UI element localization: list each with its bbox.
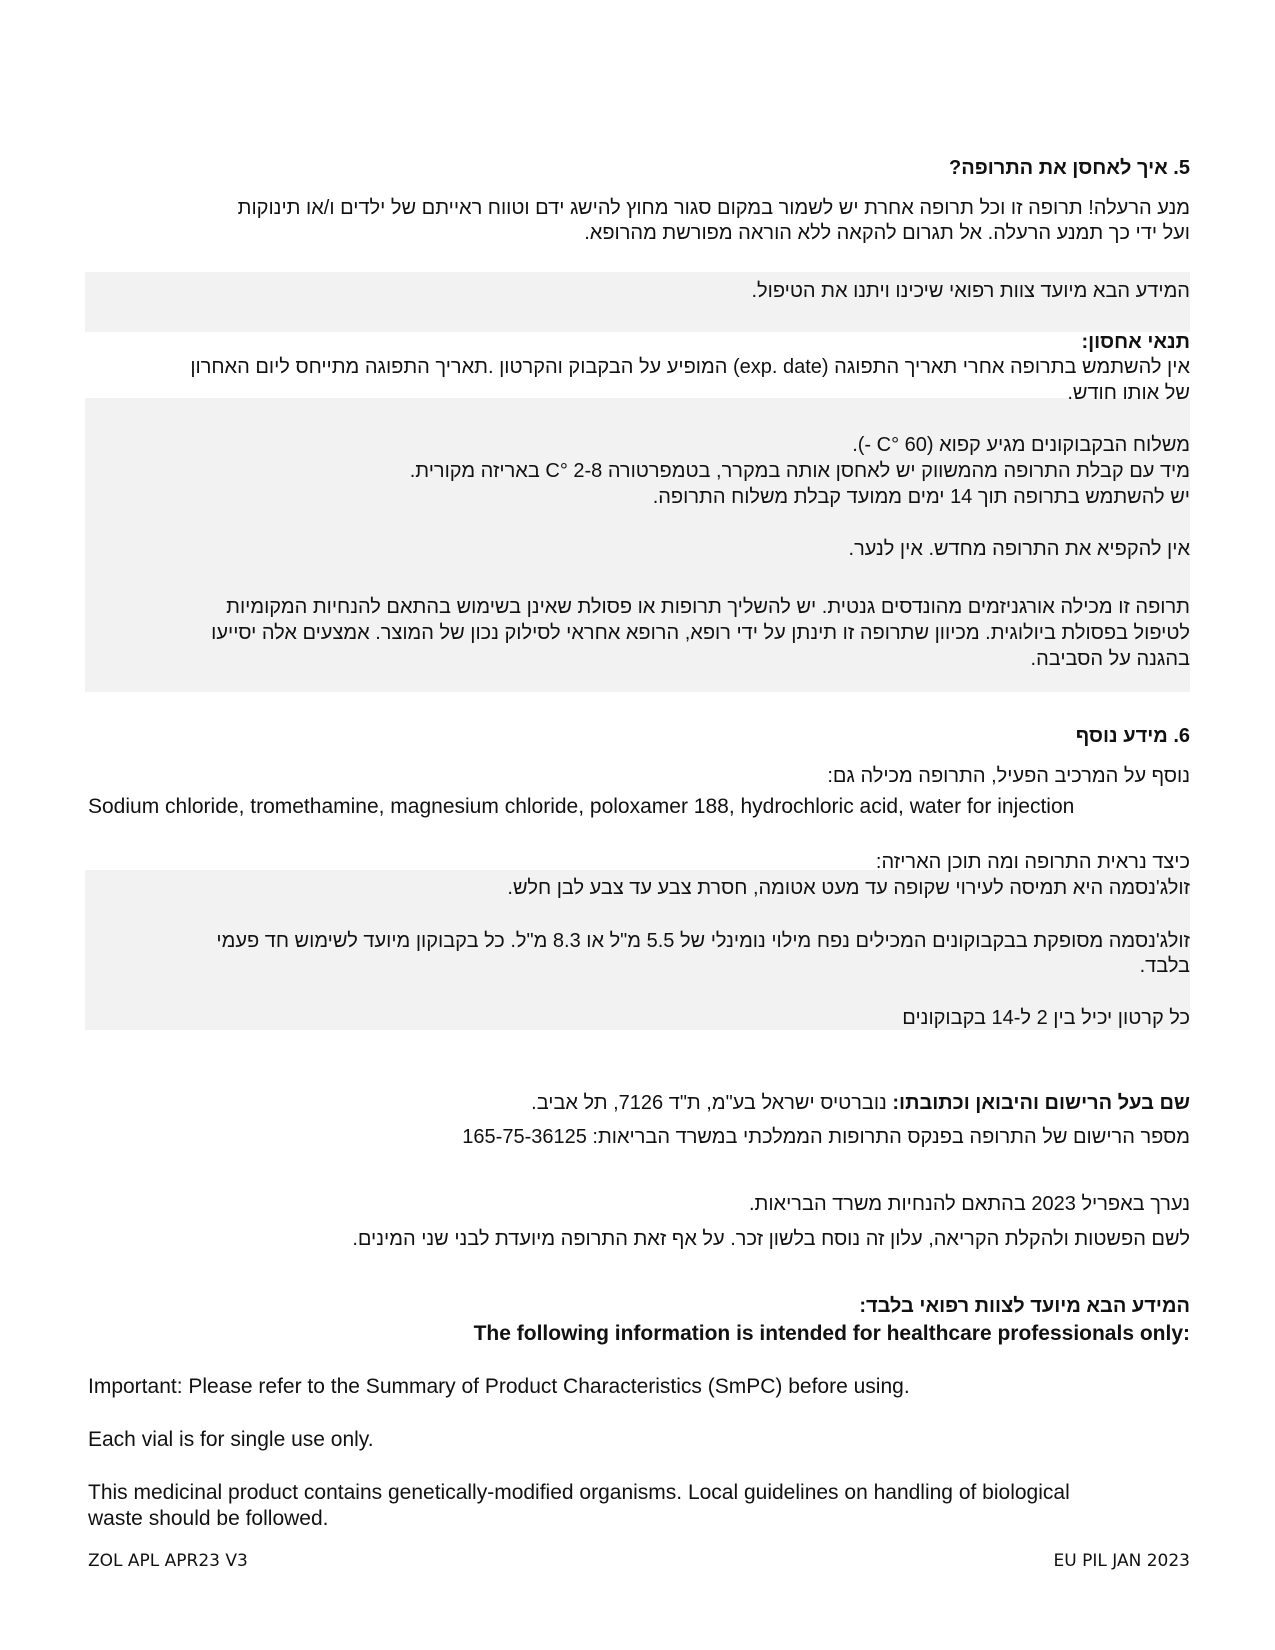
ingredients-intro: נוסף על המרכיב הפעיל, התרופה מכילה גם: (827, 765, 1190, 787)
gmo-disposal-line-1: תרופה זו מכילה אורגניזמים מהונדסים גנטית. יש להשליך תרופות או פסולת שאינן בשימוש בהתאם להנחיות המקומיות (226, 596, 1190, 618)
gender-note: לשם הפשטות ולהקלת הקריאה, עלון זה נוסח בלשון זכר. על אף זאת התרופה מיועדת לבני שני המינים. (352, 1228, 1190, 1250)
prepared-date: נערך באפריל 2023 בהתאם להנחיות משרד הבריאות. (748, 1193, 1190, 1215)
footer-right-code: EU PIL JAN 2023 (1053, 1551, 1190, 1571)
carton-contents: כל קרטון יכיל בין 2 ל-14 בקבוקונים (902, 1007, 1190, 1029)
single-use-note: Each vial is for single use only. (88, 1428, 374, 1451)
medical-team-note: המידע הבא מיועד צוות רפואי שיכינו ויתנו את הטיפול. (751, 280, 1190, 302)
use-within-days: יש להשתמש בתרופה תוך 14 ימים ממועד קבלת משלוח התרופה. (652, 486, 1190, 508)
professionals-heading-english: The following information is intended for healthcare professionals only: (473, 1322, 1190, 1345)
refrigerate-instruction: מיד עם קבלת התרופה מהמשווק יש לאחסן אותה במקרר, בטמפרטורה C° 2-8 באריזה מקורית. (409, 460, 1190, 482)
gmo-disposal-line-2: לטיפול בפסולת ביולוגית. מכיוון שתרופה זו תינתן על ידי רופא, הרופא אחראי לסילוק נכון של המוצר. אמצעים אלה יסייעו (211, 622, 1190, 644)
registration-holder-label: שם בעל הרישום והיבואן וכתובתו: (892, 1092, 1190, 1114)
vials-line-1: זולג'נסמה מסופקת בבקבוקונים המכילים נפח מילוי נומינלי של 5.5 מ"ל או 8.3 מ"ל. כל בקבוקון מיועד לשימוש חד פעמי (216, 930, 1190, 952)
registration-holder-value: נוברטיס ישראל בע"מ, ת"ד 7126, תל אביב. (531, 1092, 887, 1114)
footer-left-code: ZOL APL APR23 V3 (88, 1551, 248, 1571)
gmo-guidelines-line-1: This medicinal product contains genetically-modified organisms. Local guidelines on handling of biological (88, 1481, 1070, 1504)
vials-line-2: בלבד. (1139, 955, 1190, 977)
section-5-heading: 5. איך לאחסן את התרופה? (949, 157, 1190, 179)
appearance-description: זולג'נסמה היא תמיסה לעירוי שקופה עד מעט אטומה, חסרת צבע עד צבע לבן חלש. (507, 877, 1190, 899)
expiry-line-1: אין להשתמש בתרופה אחרי תאריך התפוגה (exp. date) המופיע על הבקבוק והקרטון .תאריך התפוגה מתייחס ליום האחרון (190, 356, 1190, 378)
expiry-line-2: של אותו חודש. (1067, 382, 1190, 404)
professionals-heading-hebrew: המידע הבא מיועד לצוות רפואי בלבד: (859, 1295, 1190, 1317)
no-refreeze: אין להקפיא את התרופה מחדש. אין לנער. (848, 538, 1190, 560)
ingredients-list: Sodium chloride, tromethamine, magnesium chloride, poloxamer 188, hydrochloric acid, water for injection (88, 795, 1075, 818)
gmo-disposal-line-3: בהגנה על הסביבה. (1030, 648, 1190, 670)
shipping-frozen: משלוח הבקבוקונים מגיע קפוא (C° 60 -). (852, 434, 1190, 456)
registration-number: מספר הרישום של התרופה בפנקס התרופות הממלכתי במשרד הבריאות: 165-75-36125 (462, 1126, 1190, 1148)
section-6-heading: 6. מידע נוסף (1075, 725, 1190, 747)
poison-warning-line-2: ועל ידי כך תמנע הרעלה. אל תגרום להקאה ללא הוראה מפורשת מהרופא. (584, 222, 1190, 244)
registration-holder (531, 1092, 1190, 1115)
gmo-guidelines-line-2: waste should be followed. (88, 1507, 329, 1530)
poison-warning-line-1: מנע הרעלה! תרופה זו וכל תרופה אחרת יש לשמור במקום סגור מחוץ להישג ידם וטווח ראייתם של ילדים ו/או תינוקות (237, 197, 1190, 219)
storage-heading: תנאי אחסון: (1081, 331, 1190, 353)
important-smpc: Important: Please refer to the Summary of Product Characteristics (SmPC) before using. (88, 1375, 910, 1398)
appearance-heading: כיצד נראית התרופה ומה תוכן האריזה: (875, 851, 1190, 873)
